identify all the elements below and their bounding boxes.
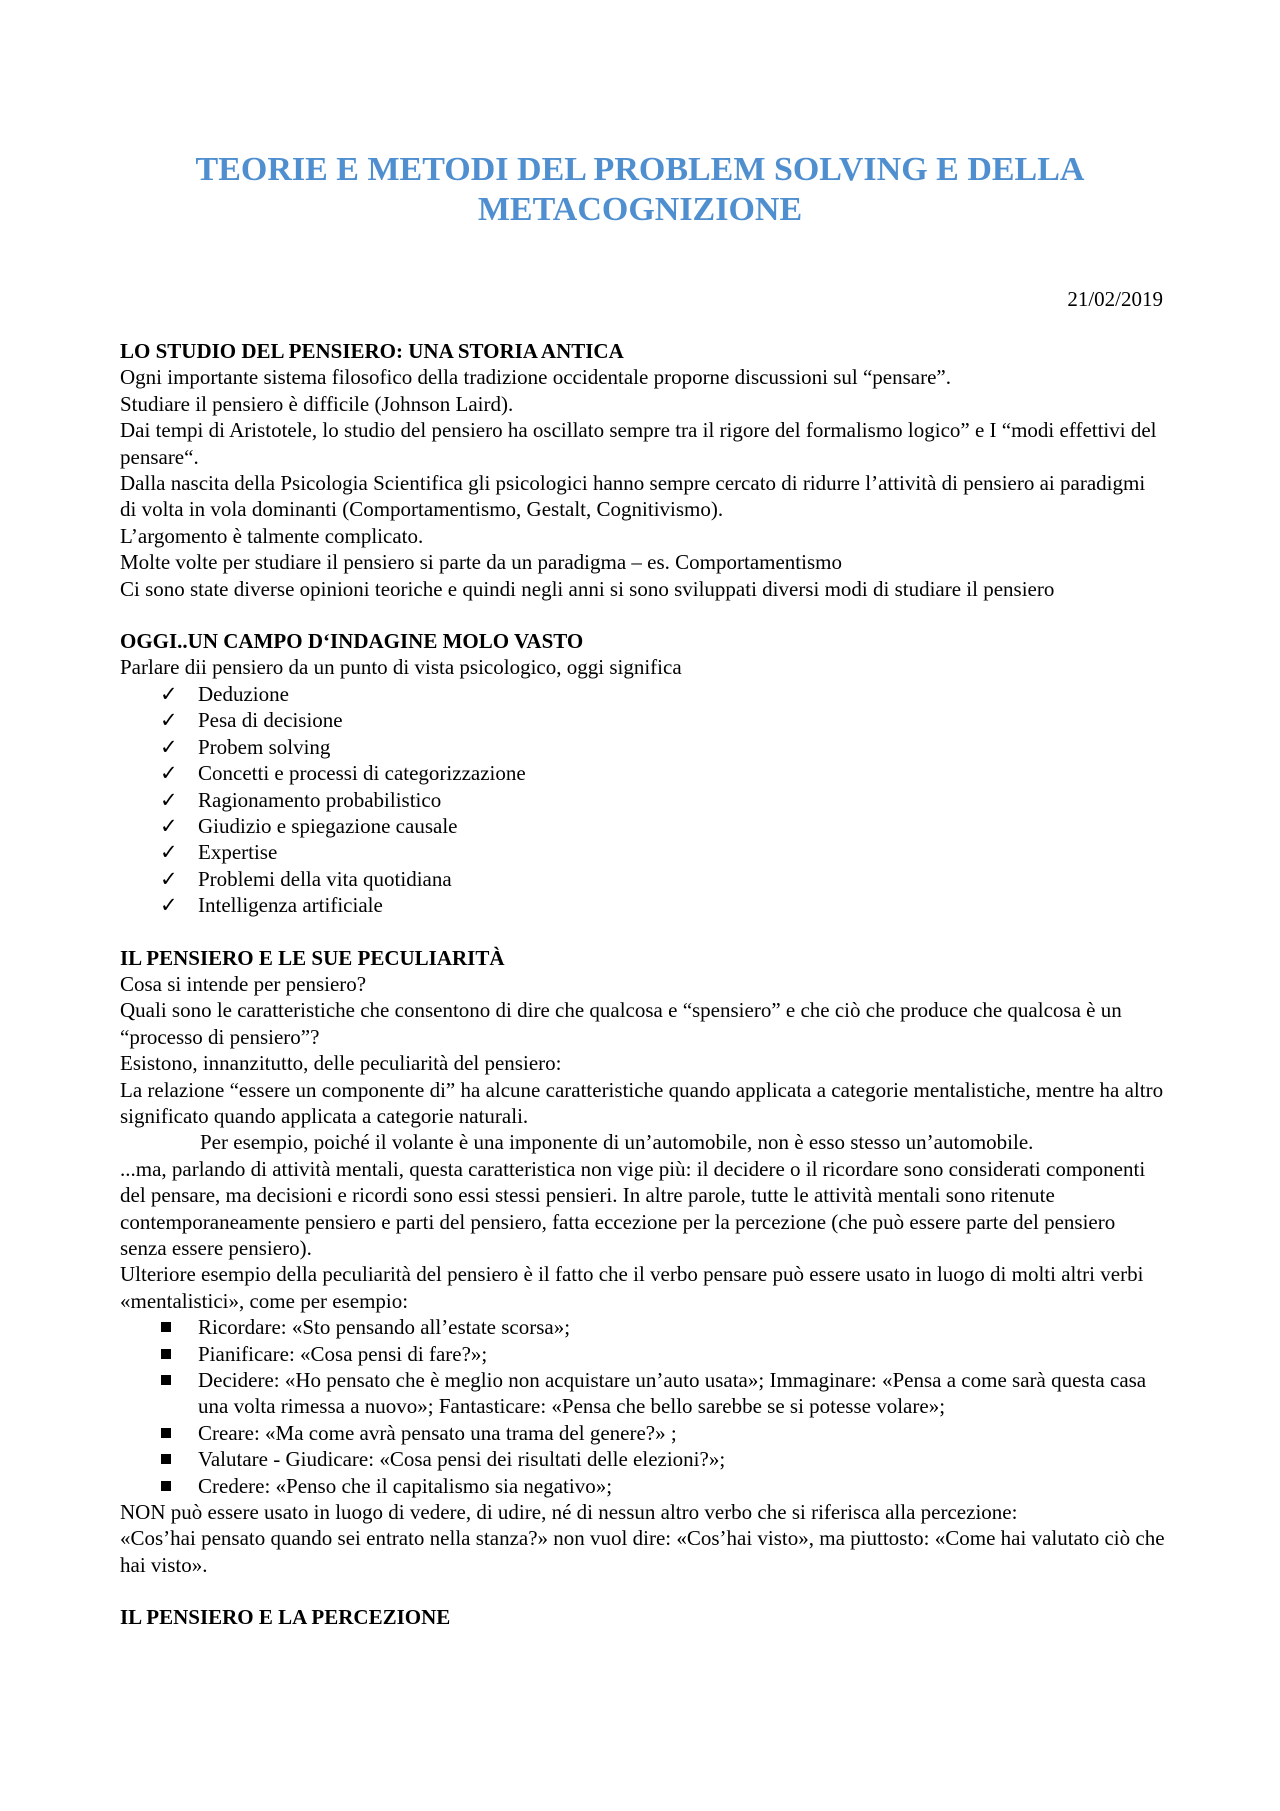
list-item: Credere: «Penso che il capitalismo sia negativo»; [120,1473,1165,1499]
checkmark-icon: ✓ [160,734,178,759]
spacer [120,919,1165,945]
paragraph: Dai tempi di Aristotele, lo studio del pensiero ha oscillato sempre tra il rigore del formalismo logico” e I “modi effettivi del pensare“. [120,418,1157,469]
list-item: Valutare - Giudicare: «Cosa pensi dei risultati delle elezioni?»; [120,1446,1165,1472]
checkmark-icon: ✓ [160,787,178,812]
section-heading: IL PENSIERO E LA PERCEZIONE [120,1605,451,1630]
bullet-list [120,1314,1165,1499]
square-bullet-icon [161,1454,171,1464]
checklist [120,681,1165,919]
document-title: TEORIE E METODI DEL PROBLEM SOLVING E DELLA METACOGNIZIONE [195,151,1085,228]
paragraph: Ogni importante sistema filosofico della tradizione occidentale proporne discussioni sul “pensare”. [120,365,951,390]
paragraph: ...ma, parlando di attività mentali, questa caratteristica non vige più: il decidere o il ricordare sono considerati componenti del pensare, ma decisioni e ricordi sono essi stessi pensieri. In altre parole, tutte le attività mentali sono ritenute contemporaneamente pensiero e parti del pensiero, fatta eccezione per la percezione (che può essere parte del pensiero senza essere pensiero). [120,1156,1146,1260]
list-item: ✓ Ragionamento probabilistico [160,787,442,812]
section-heading: OGGI..UN CAMPO D‘INDAGINE MOLO VASTO [120,629,584,654]
paragraph: La relazione “essere un componente di” ha alcune caratteristiche quando applicata a categorie mentalistiche, mentre ha altro significato quando applicata a categorie naturali. [120,1077,1164,1128]
list-item: ✓ Concetti e processi di categorizzazione [160,761,526,786]
list-item: ✓ Pesa di decisione [160,708,343,733]
paragraph: Studiare il pensiero è difficile (Johnson Laird). [120,391,514,416]
square-bullet-icon [161,1322,171,1332]
list-item: ✓ Intelligenza artificiale [160,893,383,918]
indented-paragraph: Per esempio, poiché il volante è una imponente di un’automobile, non è esso stesso un’automobile. [200,1130,1034,1155]
paragraph: NON può essere usato in luogo di vedere, di udire, né di nessun altro verbo che si riferisca alla percezione: [120,1500,1018,1525]
list-item: ✓ Deduzione [160,681,289,706]
checkmark-icon: ✓ [160,761,178,786]
paragraph: Molte volte per studiare il pensiero si parte da un paradigma – es. Comportamentismo [120,550,842,575]
paragraph: «Cos’hai pensato quando sei entrato nella stanza?» non vuol dire: «Cos’hai visto», ma piuttosto: «Come hai valutato ciò che hai visto». [120,1526,1165,1577]
paragraph: Quali sono le caratteristiche che consentono di dire che qualcosa e “spensiero” e che ciò che produce che qualcosa è un “processo di pensiero”? [120,998,1122,1049]
paragraph: Dalla nascita della Psicologia Scientifica gli psicologici hanno sempre cercato di ridurre l’attività di pensiero ai paradigmi di volta in vola dominanti (Comportamentismo, Gestalt, Cognitivismo). [120,471,1146,522]
checkmark-icon: ✓ [160,681,178,706]
paragraph: Esistono, innanzitutto, delle peculiarità del pensiero: [120,1051,562,1076]
square-bullet-icon [161,1481,171,1491]
paragraph: Cosa si intende per pensiero? [120,971,367,996]
section-heading: IL PENSIERO E LE SUE PECULIARITÀ [120,945,505,970]
square-bullet-icon [161,1428,171,1438]
checkmark-icon: ✓ [160,893,178,918]
section-heading: LO STUDIO DEL PENSIERO: UNA STORIA ANTICA [120,339,624,363]
checkmark-icon: ✓ [160,866,178,891]
list-item: Pianificare: «Cosa pensi di fare?»; [120,1341,1165,1367]
square-bullet-icon [161,1349,171,1359]
checkmark-icon: ✓ [160,840,178,865]
paragraph: Parlare dii pensiero da un punto di vista psicologico, oggi significa [120,655,682,680]
list-item: ✓ Probem solving [160,734,331,759]
list-item: Ricordare: «Sto pensando all’estate scorsa»; [120,1314,1165,1340]
list-item: ✓ Problemi della vita quotidiana [160,866,452,891]
paragraph: L’argomento è talmente complicato. [120,523,424,548]
spacer [120,602,1165,628]
document-date: 21/02/2019 [1067,287,1163,311]
document-body [120,338,1165,1631]
paragraph: Ci sono state diverse opinioni teoriche e quindi negli anni si sono sviluppati diversi modi di studiare il pensiero [120,576,1055,601]
list-item: Decidere: «Ho pensato che è meglio non acquistare un’auto usata»; Immaginare: «Pensa a come sarà questa casa una volta rimessa a nuovo»; Fantasticare: «Pensa che bello sarebbe se si potesse volare»; [120,1367,1165,1420]
paragraph: Ulteriore esempio della peculiarità del pensiero è il fatto che il verbo pensare può essere usato in luogo di molti altri verbi «mentalistici», come per esempio: [120,1262,1144,1313]
list-item: ✓ Expertise [160,840,278,865]
checkmark-icon: ✓ [160,708,178,733]
list-item: ✓ Giudizio e spiegazione causale [160,813,458,838]
square-bullet-icon [161,1375,171,1385]
list-item: Creare: «Ma come avrà pensato una trama del genere?» ; [120,1420,1165,1446]
spacer [120,1578,1165,1604]
checkmark-icon: ✓ [160,813,178,838]
